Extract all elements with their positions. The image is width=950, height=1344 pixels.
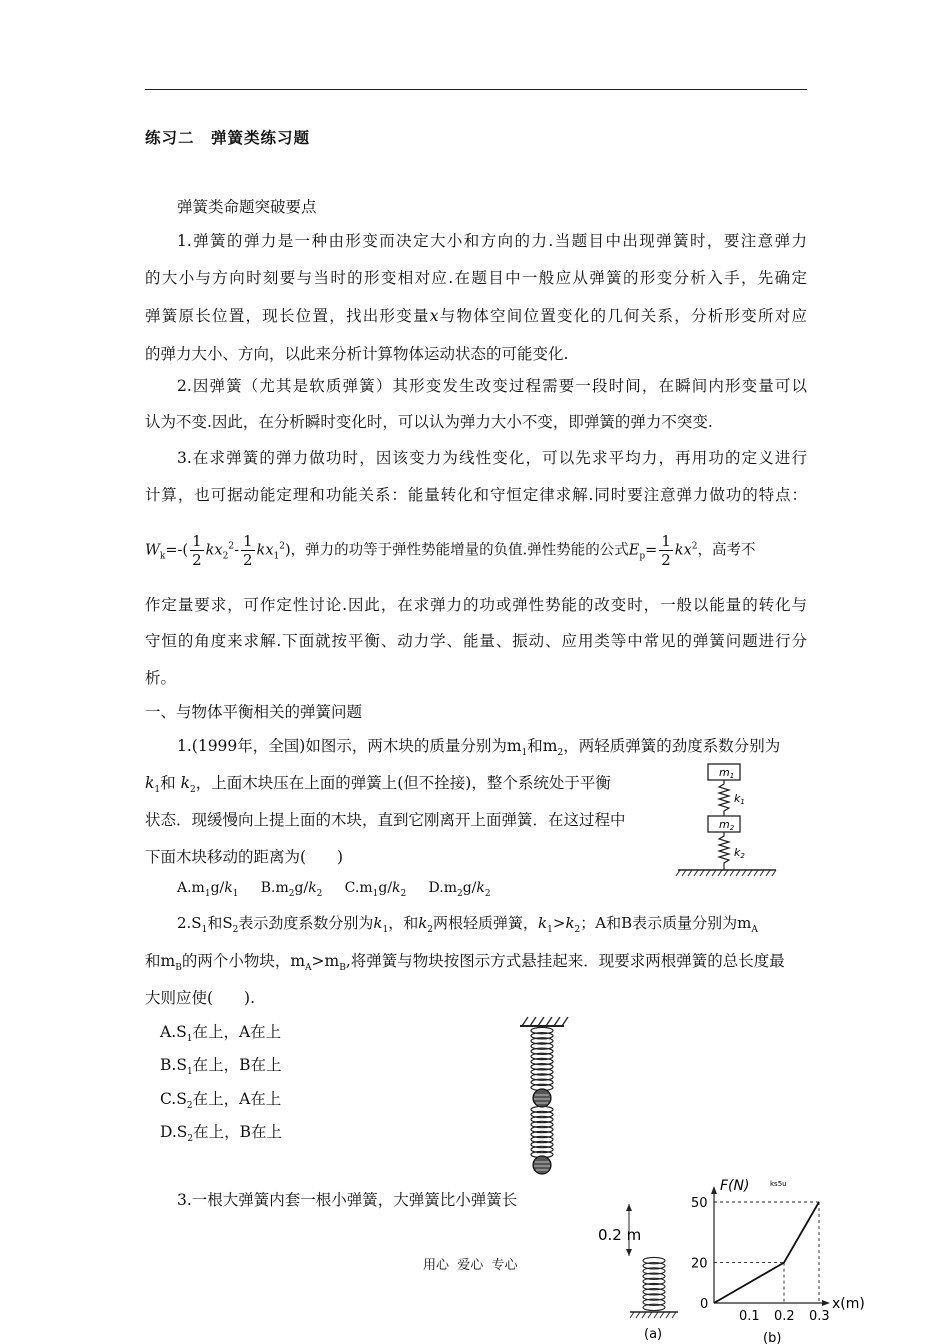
- point2-line1: 2.因弹簧（尤其是软质弹簧）其形变发生改变过程需要一段时间，在瞬间内形变量可以: [177, 377, 807, 395]
- lower-ball: [533, 1156, 551, 1174]
- q1-spring-figure: [672, 758, 782, 880]
- point3-line2: 计算，也可据动能定理和功能关系：能量转化和守恒定律求解.同时要注意弹力做功的特点：: [145, 486, 807, 504]
- point2-line2: 认为不变.因此，在分析瞬时变化时，可以认为弹力大小不变，即弹簧的弹力不突变.: [145, 413, 713, 431]
- chart-series-line: [714, 1202, 819, 1303]
- section1-heading: 一、与物体平衡相关的弹簧问题: [145, 703, 363, 721]
- q1-option-b: $B.m_2g/k_2$: [260, 880, 323, 899]
- chart-watermark: ks5u: [770, 1180, 787, 1188]
- page-footer: 用心 爱心 专心: [423, 1258, 518, 1273]
- point1-line4: 的弹力大小、方向，以此来分析计算物体运动状态的可能变化.: [145, 345, 569, 363]
- point1-line3: 弹簧原长位置，现长位置，找出形变量x与物体空间位置变化的几何关系，分析形变所对应: [145, 307, 807, 325]
- q1-option-d: $D.m_2g/k_2$: [428, 880, 491, 899]
- upper-ball: [533, 1089, 551, 1107]
- upper-spring: [531, 1027, 553, 1090]
- spring-k1: [719, 780, 729, 816]
- q2-hanging-springs-figure: [512, 1014, 572, 1180]
- fraction-half: $\frac{1}{2}$: [661, 532, 671, 569]
- q3-force-displacement-chart: [690, 1172, 880, 1344]
- page-title: 练习二 弹簧类练习题: [145, 128, 311, 147]
- point3-line4: 守恒的角度来求解.下面就按平衡、动力学、能量、振动、应用类等中常见的弹簧问题进行分: [145, 632, 807, 650]
- chart-y-tick-label: 50: [691, 1196, 708, 1211]
- q2-line2: 和$m_B$的两个小物块，$m_A>m_B$,将弹簧与物块按图示方式悬挂起来．现要求两根弹簧的总长度最: [145, 952, 785, 974]
- spring-k1-label: k1: [734, 792, 745, 806]
- point3-line5: 析。: [145, 669, 177, 687]
- q1-option-c: $C.m_1g/k_2$: [344, 880, 407, 899]
- fraction-half: $\frac{1}{2}$: [242, 532, 253, 569]
- q2-line3: 大则应使( ).: [145, 989, 256, 1007]
- chart-y-tick-label: 20: [691, 1256, 708, 1272]
- q2-option-c: $C.S_2$在上，A在上: [160, 1090, 282, 1112]
- figure-b-caption: (b): [763, 1331, 782, 1344]
- point3-line1: 3.在求弹簧的弹力做功时，因该变力为线性变化，可以先求平均力，再用功的定义进行: [177, 449, 807, 467]
- chart-x-tick-label: 0.2: [774, 1309, 795, 1324]
- chart-origin-label: 0: [700, 1297, 709, 1312]
- formula-line: $W_k=-$( $\frac{1}{2}$ $kx_2^2-$ $\frac{1}{2}$ $kx_1^2$)，弹力的功等于弹性势能增量的负值.弹性势能的公式$E_p=$ $\frac{1}{2}$ $kx^2$，高考不: [145, 532, 756, 569]
- q1-line1: 1.(1999年，全国)如图示，两木块的质量分别为$m_1$和$m_2$，两轻质弹簧的劲度系数分别为: [177, 737, 781, 759]
- point1-line2: 的大小与方向时刻要与当时的形变相对应.在题目中一般应从弹簧的形变分析入手，先确定: [145, 269, 807, 287]
- spring-k2-label: k2: [734, 846, 745, 860]
- dimension-arrow-top: [626, 1204, 632, 1211]
- chart-x-tick-label: 0.1: [739, 1309, 760, 1324]
- q2-option-b: $B.S_1$在上，B在上: [160, 1056, 282, 1078]
- chart-y-arrow: [711, 1186, 717, 1194]
- q3-ground-hatch: [630, 1312, 676, 1318]
- chart-x-arrow: [822, 1300, 830, 1306]
- q1-line3: 状态．现缓慢向上提上面的木块，直到它刚离开上面弹簧．在这过程中: [145, 811, 626, 829]
- block-m1-label: m1: [719, 766, 735, 780]
- block-m2-label: m2: [719, 818, 735, 832]
- q1-line4: 下面木块移动的距离为( ): [145, 848, 344, 866]
- q2-option-a: $A.S_1$在上，A在上: [160, 1023, 282, 1045]
- ceiling-hatch: [522, 1017, 568, 1026]
- header-rule: [145, 89, 807, 90]
- chart-x-tick-label: 0.3: [809, 1309, 830, 1324]
- q1-line2: $k_1$和 $k_2$，上面木块压在上面的弹簧上(但不拴接)，整个系统处于平衡: [145, 774, 611, 796]
- figure-a-caption: (a): [644, 1327, 663, 1342]
- q3-line1: 3.一根大弹簧内套一根小弹簧，大弹簧比小弹簧长: [177, 1191, 518, 1209]
- q2-option-d: $D.S_2$在上，B在上: [160, 1123, 283, 1145]
- fraction-half: $\frac{1}{2}$: [192, 532, 202, 569]
- point1-line1: 1.弹簧的弹力是一种由形变而决定大小和方向的力.当题目中出现弹簧时，要注意弹力: [177, 232, 807, 250]
- q1-options: [177, 880, 491, 899]
- lower-spring: [531, 1106, 553, 1157]
- dimension-arrow-bottom: [626, 1249, 632, 1256]
- ground-hatch: [676, 870, 776, 876]
- spring-k2: [719, 832, 729, 870]
- q3-figure-a: [594, 1200, 684, 1344]
- dimension-label: 0.2 m: [598, 1226, 642, 1244]
- q2-line1: $2.S_1$和$S_2$表示劲度系数分别为$k_1$，和$k_2$两根轻质弹簧，$k_1>k_2$；A和B表示质量分别为$m_A$: [177, 914, 758, 935]
- q1-option-a: $A.m_1g/k_1$: [177, 880, 239, 899]
- point3-line3: 作定量要求，可作定性讨论.因此，在求弹力的功或弹性势能的改变时，一般以能量的转化与: [145, 596, 807, 614]
- section-heading: 弹簧类命题突破要点: [177, 198, 317, 216]
- chart-xlabel: x(m): [832, 1296, 865, 1312]
- big-spring: [643, 1257, 665, 1310]
- chart-ylabel: F(N): [720, 1178, 750, 1194]
